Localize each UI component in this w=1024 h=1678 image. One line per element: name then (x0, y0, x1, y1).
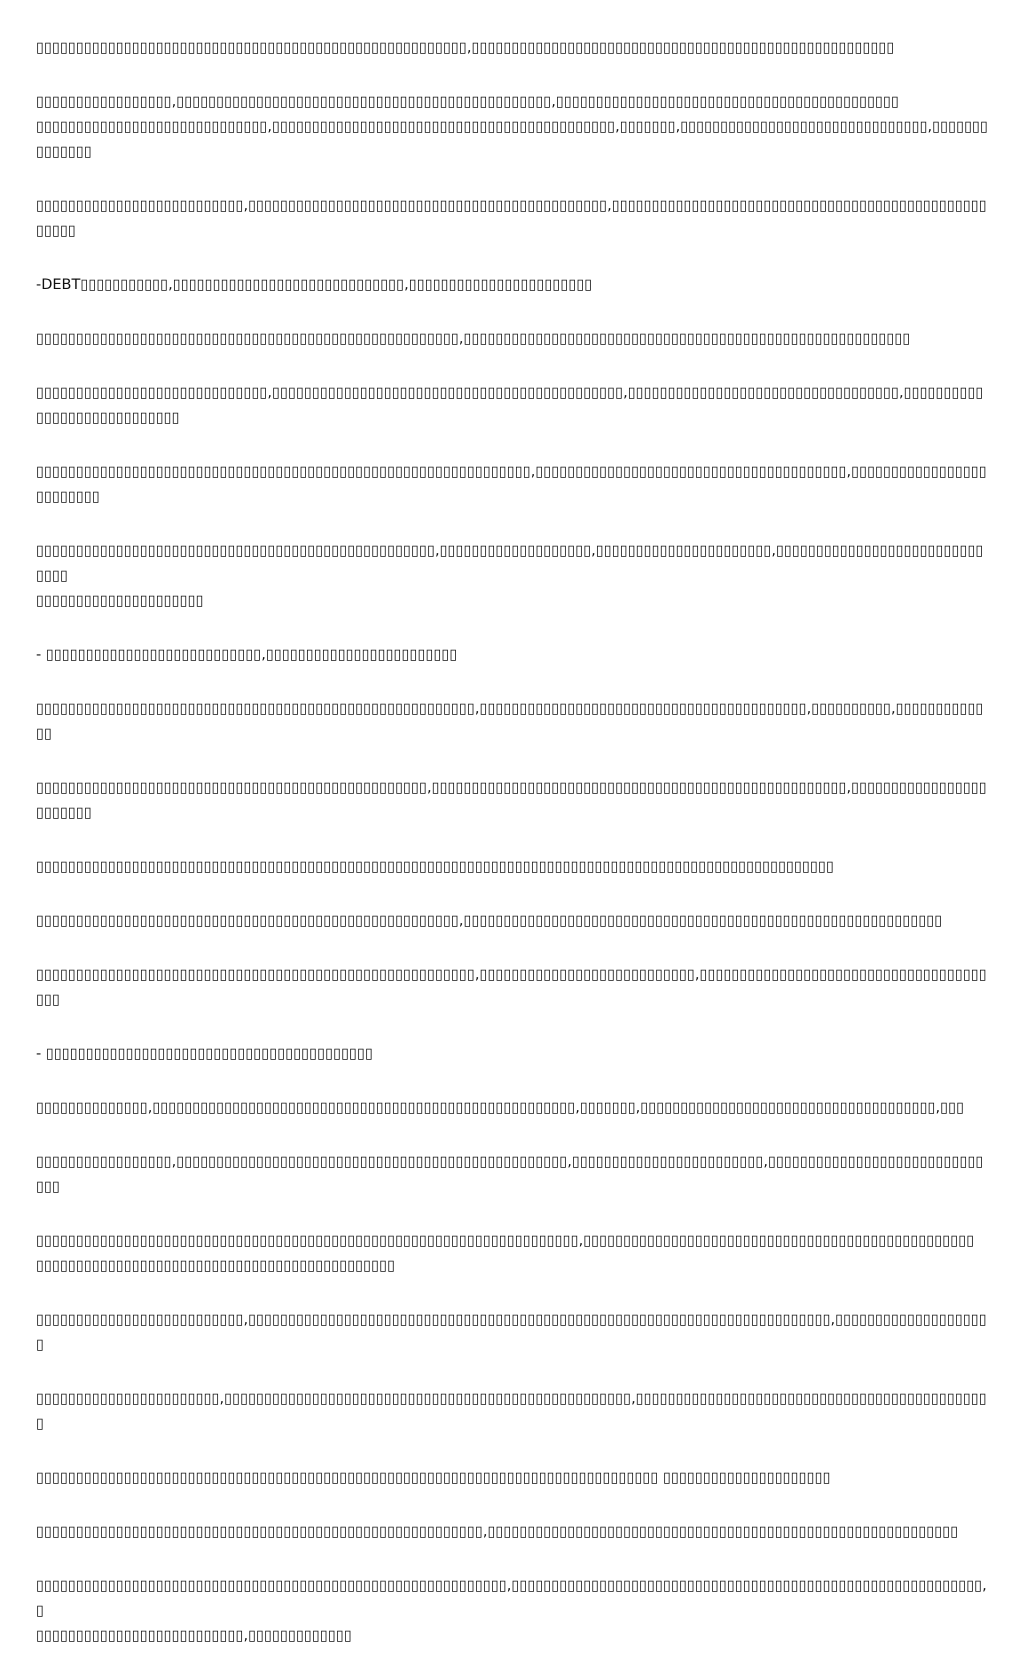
paragraph: ▯▯▯▯▯▯▯▯▯▯▯▯▯▯▯▯▯▯▯▯▯▯▯▯▯▯▯▯▯▯▯▯▯▯▯▯▯▯▯▯▯▯▯▯▯▯▯▯▯,▯▯▯▯▯▯▯▯▯▯▯▯▯▯▯▯▯▯▯▯▯▯▯▯▯▯▯▯▯▯▯▯▯▯▯▯▯▯▯▯▯▯▯▯▯▯▯▯▯▯▯▯,▯▯▯▯▯▯▯▯▯▯▯▯▯▯▯▯▯▯▯▯▯▯▯▯ (36, 780, 987, 821)
paragraph: ▯▯▯▯▯▯▯▯▯▯▯▯▯▯▯▯▯▯▯▯▯▯▯▯▯▯▯▯▯▯▯▯▯▯▯▯▯▯▯▯▯▯▯▯▯▯▯▯▯▯▯▯▯▯▯,▯▯▯▯▯▯▯▯▯▯▯▯▯▯▯▯▯▯▯▯▯▯▯▯▯▯▯,▯▯▯▯▯▯▯▯▯▯▯▯▯▯▯▯▯▯▯▯▯▯▯▯▯▯▯▯▯▯▯▯▯▯▯▯▯▯▯ (36, 967, 987, 1008)
paragraph: ▯▯▯▯▯▯▯▯▯▯▯▯▯▯▯▯▯▯▯▯▯▯▯▯▯▯▯▯▯▯▯▯▯▯▯▯▯▯▯▯▯▯▯▯▯▯▯▯▯▯▯▯▯▯▯▯▯▯▯,▯▯▯▯▯▯▯▯▯▯▯▯▯▯▯▯▯▯▯▯▯▯▯▯▯▯▯▯▯▯▯▯▯▯▯▯▯▯▯▯▯▯▯▯▯▯▯▯▯▯▯▯▯▯▯▯▯▯▯,▯ ▯▯▯▯▯▯▯▯▯▯▯▯▯▯▯▯▯▯▯▯▯▯▯▯▯▯,▯▯▯▯▯▯▯▯▯▯▯▯▯ (36, 1578, 987, 1644)
paragraph: ▯▯▯▯▯▯▯▯▯▯▯▯▯▯▯▯▯▯▯▯▯▯▯,▯▯▯▯▯▯▯▯▯▯▯▯▯▯▯▯▯▯▯▯▯▯▯▯▯▯▯▯▯▯▯▯▯▯▯▯▯▯▯▯▯▯▯▯▯▯▯▯▯▯▯,▯▯▯▯▯▯▯▯▯▯▯▯▯▯▯▯▯▯▯▯▯▯▯▯▯▯▯▯▯▯▯▯▯▯▯▯▯▯▯▯▯▯▯▯▯ (36, 1391, 987, 1432)
paragraph: ▯▯▯▯▯▯▯▯▯▯▯▯▯▯▯▯▯▯▯▯▯▯▯▯▯▯▯▯▯▯▯▯▯▯▯▯▯▯▯▯▯▯▯▯▯▯▯▯▯▯▯▯▯▯▯▯▯▯▯▯▯▯▯▯▯▯▯▯▯▯▯▯▯▯▯▯▯▯▯▯▯▯▯▯▯▯▯▯▯▯▯▯▯▯▯▯▯▯▯▯ (36, 859, 834, 875)
document-page (36, 36, 990, 1678)
paragraph: ▯▯▯▯▯▯▯▯▯▯▯▯▯▯▯▯▯▯▯▯▯▯▯▯▯▯▯▯▯,▯▯▯▯▯▯▯▯▯▯▯▯▯▯▯▯▯▯▯▯▯▯▯▯▯▯▯▯▯▯▯▯▯▯▯▯▯▯▯▯▯▯▯▯,▯▯▯▯▯▯▯▯▯▯▯▯▯▯▯▯▯▯▯▯▯▯▯▯▯▯▯▯▯▯▯▯▯▯,▯▯▯▯▯▯▯▯▯▯▯▯▯▯▯▯▯▯▯▯▯▯▯▯▯▯▯▯ (36, 385, 984, 426)
paragraph: ▯▯▯▯▯▯▯▯▯▯▯▯▯▯▯▯▯▯▯▯▯▯▯▯▯▯▯▯▯▯▯▯▯▯▯▯▯▯▯▯▯▯▯▯▯▯▯▯▯▯▯▯▯▯▯,▯▯▯▯▯▯▯▯▯▯▯▯▯▯▯▯▯▯▯▯▯▯▯▯▯▯▯▯▯▯▯▯▯▯▯▯▯▯▯▯▯,▯▯▯▯▯▯▯▯▯▯,▯▯▯▯▯▯▯▯▯▯▯▯▯ (36, 701, 984, 742)
paragraph: ▯▯▯▯▯▯▯▯▯▯▯▯▯▯,▯▯▯▯▯▯▯▯▯▯▯▯▯▯▯▯▯▯▯▯▯▯▯▯▯▯▯▯▯▯▯▯▯▯▯▯▯▯▯▯▯▯▯▯▯▯▯▯▯▯▯▯▯,▯▯▯▯▯▯▯,▯▯▯▯▯▯▯▯▯▯▯▯▯▯▯▯▯▯▯▯▯▯▯▯▯▯▯▯▯▯▯▯▯▯▯▯▯,▯▯▯ (36, 1100, 965, 1116)
paragraph: ▯▯▯▯▯▯▯▯▯▯▯▯▯▯▯▯▯▯▯▯▯▯▯▯▯▯▯▯▯▯▯▯▯▯▯▯▯▯▯▯▯▯▯▯▯▯▯▯▯▯▯▯▯▯▯▯▯▯▯▯▯▯,▯▯▯▯▯▯▯▯▯▯▯▯▯▯▯▯▯▯▯▯▯▯▯▯▯▯▯▯▯▯▯▯▯▯▯▯▯▯▯,▯▯▯▯▯▯▯▯▯▯▯▯▯▯▯▯▯▯▯▯▯▯▯▯▯ (36, 464, 987, 505)
paragraph: ▯▯▯▯▯▯▯▯▯▯▯▯▯▯▯▯▯▯▯▯▯▯▯▯▯▯▯▯▯▯▯▯▯▯▯▯▯▯▯▯▯▯▯▯▯▯▯▯▯▯▯▯▯,▯▯▯▯▯▯▯▯▯▯▯▯▯▯▯▯▯▯▯▯▯▯▯▯▯▯▯▯▯▯▯▯▯▯▯▯▯▯▯▯▯▯▯▯▯▯▯▯▯▯▯▯▯▯▯▯▯▯▯▯ (36, 913, 943, 929)
paragraph: ▯▯▯▯▯▯▯▯▯▯▯▯▯▯▯▯▯▯▯▯▯▯▯▯▯▯▯▯▯▯▯▯▯▯▯▯▯▯▯▯▯▯▯▯▯▯▯▯▯▯▯▯▯,▯▯▯▯▯▯▯▯▯▯▯▯▯▯▯▯▯▯▯▯▯▯▯▯▯▯▯▯▯▯▯▯▯▯▯▯▯▯▯▯▯▯▯▯▯▯▯▯▯▯▯▯▯▯▯▯ (36, 331, 911, 347)
paragraph: ▯▯▯▯▯▯▯▯▯▯▯▯▯▯▯▯▯▯▯▯▯▯▯▯▯▯,▯▯▯▯▯▯▯▯▯▯▯▯▯▯▯▯▯▯▯▯▯▯▯▯▯▯▯▯▯▯▯▯▯▯▯▯▯▯▯▯▯▯▯▯▯▯▯▯▯▯▯▯▯▯▯▯▯▯▯▯▯▯▯▯▯▯▯▯▯▯▯▯▯,▯▯▯▯▯▯▯▯▯▯▯▯▯▯▯▯▯▯▯▯ (36, 1312, 987, 1353)
paragraph: ▯▯▯▯▯▯▯▯▯▯▯▯▯▯▯▯▯▯▯▯▯▯▯▯▯▯▯▯▯▯▯▯▯▯▯▯▯▯▯▯▯▯▯▯▯▯▯▯▯▯▯▯▯▯▯▯,▯▯▯▯▯▯▯▯▯▯▯▯▯▯▯▯▯▯▯▯▯▯▯▯▯▯▯▯▯▯▯▯▯▯▯▯▯▯▯▯▯▯▯▯▯▯▯▯▯▯▯▯▯▯▯▯▯▯▯ (36, 1524, 959, 1540)
paragraph: ▯▯▯▯▯▯▯▯▯▯▯▯▯▯▯▯▯▯▯▯▯▯▯▯▯▯▯▯▯▯▯▯▯▯▯▯▯▯▯▯▯▯▯▯▯▯▯▯▯▯,▯▯▯▯▯▯▯▯▯▯▯▯▯▯▯▯▯▯▯,▯▯▯▯▯▯▯▯▯▯▯▯▯▯▯▯▯▯▯▯▯▯,▯▯▯▯▯▯▯▯▯▯▯▯▯▯▯▯▯▯▯▯▯▯▯▯▯▯▯▯▯▯ ▯▯▯▯▯▯▯▯▯▯▯▯▯▯▯▯▯▯▯▯▯ (36, 543, 984, 609)
paragraph: ▯▯▯▯▯▯▯▯▯▯▯▯▯▯▯▯▯,▯▯▯▯▯▯▯▯▯▯▯▯▯▯▯▯▯▯▯▯▯▯▯▯▯▯▯▯▯▯▯▯▯▯▯▯▯▯▯▯▯▯▯▯▯▯▯▯▯,▯▯▯▯▯▯▯▯▯▯▯▯▯▯▯▯▯▯▯▯▯▯▯▯,▯▯▯▯▯▯▯▯▯▯▯▯▯▯▯▯▯▯▯▯▯▯▯▯▯▯▯▯▯▯ (36, 1154, 984, 1195)
bullet-item: - ▯▯▯▯▯▯▯▯▯▯▯▯▯▯▯▯▯▯▯▯▯▯▯▯▯▯▯,▯▯▯▯▯▯▯▯▯▯▯▯▯▯▯▯▯▯▯▯▯▯▯▯ (36, 647, 458, 663)
paragraph: -DEBT▯▯▯▯▯▯▯▯▯▯▯,▯▯▯▯▯▯▯▯▯▯▯▯▯▯▯▯▯▯▯▯▯▯▯▯▯▯▯▯▯,▯▯▯▯▯▯▯▯▯▯▯▯▯▯▯▯▯▯▯▯▯▯▯ (36, 277, 593, 293)
paragraph: ▯▯▯▯▯▯▯▯▯▯▯▯▯▯▯▯▯,▯▯▯▯▯▯▯▯▯▯▯▯▯▯▯▯▯▯▯▯▯▯▯▯▯▯▯▯▯▯▯▯▯▯▯▯▯▯▯▯▯▯▯▯▯▯▯,▯▯▯▯▯▯▯▯▯▯▯▯▯▯▯▯▯▯▯▯▯▯▯▯▯▯▯▯▯▯▯▯▯▯▯▯▯▯▯▯▯▯▯ ▯▯▯▯▯▯▯▯▯▯▯▯▯▯▯▯▯▯▯▯▯▯▯▯▯▯▯▯▯,▯▯▯▯▯▯▯▯▯▯▯▯▯▯▯▯▯▯▯▯▯▯▯▯▯▯▯▯▯▯▯▯▯▯▯▯▯▯▯▯▯▯▯,▯▯▯▯▯▯▯,▯▯▯▯▯▯▯▯▯▯▯▯▯▯▯▯▯▯▯▯▯▯▯▯▯▯▯▯▯▯▯,▯▯▯▯▯▯▯▯▯▯▯▯▯▯ (36, 94, 989, 160)
bullet-item: - ▯▯▯▯▯▯▯▯▯▯▯▯▯▯▯▯▯▯▯▯▯▯▯▯▯▯▯▯▯▯▯▯▯▯▯▯▯▯▯▯▯ (36, 1046, 373, 1062)
paragraph: ▯▯▯▯▯▯▯▯▯▯▯▯▯▯▯▯▯▯▯▯▯▯▯▯▯▯▯▯▯▯▯▯▯▯▯▯▯▯▯▯▯▯▯▯▯▯▯▯▯▯▯▯▯▯▯▯▯▯▯▯▯▯▯▯▯▯▯▯,▯▯▯▯▯▯▯▯▯▯▯▯▯▯▯▯▯▯▯▯▯▯▯▯▯▯▯▯▯▯▯▯▯▯▯▯▯▯▯▯▯▯▯▯▯▯▯▯▯ ▯▯▯▯▯▯▯▯▯▯▯▯▯▯▯▯▯▯▯▯▯▯▯▯▯▯▯▯▯▯▯▯▯▯▯▯▯▯▯▯▯▯▯▯▯ (36, 1233, 975, 1274)
paragraph: ▯▯▯▯▯▯▯▯▯▯▯▯▯▯▯▯▯▯▯▯▯▯▯▯▯▯,▯▯▯▯▯▯▯▯▯▯▯▯▯▯▯▯▯▯▯▯▯▯▯▯▯▯▯▯▯▯▯▯▯▯▯▯▯▯▯▯▯▯▯▯▯,▯▯▯▯▯▯▯▯▯▯▯▯▯▯▯▯▯▯▯▯▯▯▯▯▯▯▯▯▯▯▯▯▯▯▯▯▯▯▯▯▯▯▯▯▯▯▯▯▯▯▯▯ (36, 198, 987, 239)
paragraph: ▯▯▯▯▯▯▯▯▯▯▯▯▯▯▯▯▯▯▯▯▯▯▯▯▯▯▯▯▯▯▯▯▯▯▯▯▯▯▯▯▯▯▯▯▯▯▯▯▯▯▯▯▯▯,▯▯▯▯▯▯▯▯▯▯▯▯▯▯▯▯▯▯▯▯▯▯▯▯▯▯▯▯▯▯▯▯▯▯▯▯▯▯▯▯▯▯▯▯▯▯▯▯▯▯▯▯▯ (36, 40, 895, 56)
paragraph: ▯▯▯▯▯▯▯▯▯▯▯▯▯▯▯▯▯▯▯▯▯▯▯▯▯▯▯▯▯▯▯▯▯▯▯▯▯▯▯▯▯▯▯▯▯▯▯▯▯▯▯▯▯▯▯▯▯▯▯▯▯▯▯▯▯▯▯▯▯▯▯▯▯▯▯▯▯▯ ▯▯▯▯▯▯▯▯▯▯▯▯▯▯▯▯▯▯▯▯▯ (36, 1470, 831, 1486)
